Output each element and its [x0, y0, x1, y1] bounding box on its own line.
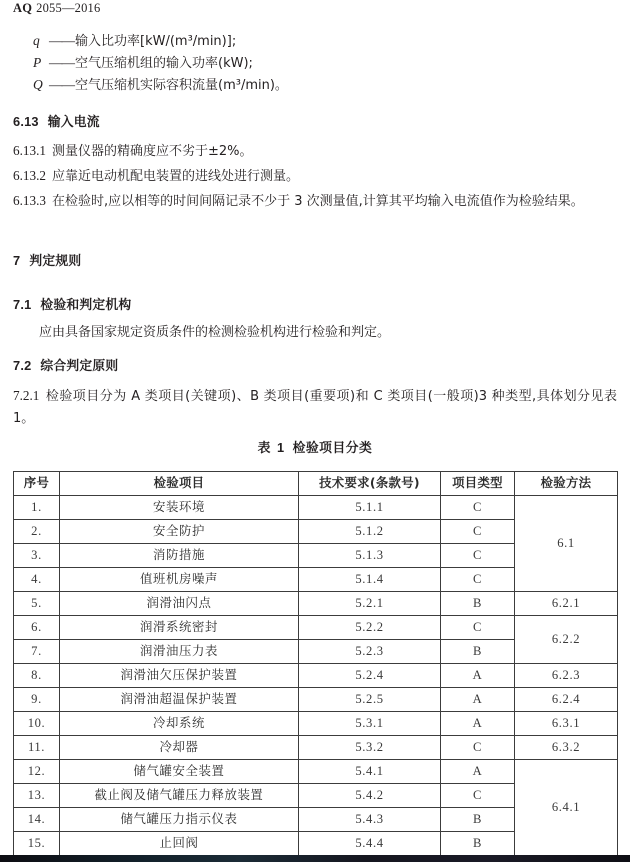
paragraph-number: 6.13.2 — [13, 168, 46, 183]
cell-item: 冷却系统 — [60, 712, 299, 736]
cell-category: C — [441, 496, 515, 520]
table-row — [14, 712, 618, 736]
cell-item: 消防措施 — [60, 544, 299, 568]
cell-item: 润滑油超温保护装置 — [60, 688, 299, 712]
cell-index: 11. — [14, 736, 60, 760]
cell-item: 安装环境 — [60, 496, 299, 520]
symbol-definition-list — [33, 30, 593, 96]
symbol-definition: 输入比功率[kW/(m³/min)]; — [75, 34, 237, 49]
cell-index: 4. — [14, 568, 60, 592]
cell-item: 截止阀及储气罐压力释放装置 — [60, 784, 299, 808]
column-header-requirement: 技术要求(条款号) — [299, 472, 441, 496]
cell-category: C — [441, 520, 515, 544]
cell-requirement: 5.2.3 — [299, 640, 441, 664]
cell-category: C — [441, 544, 515, 568]
paragraph-number: 7.2.1 — [13, 388, 40, 403]
symbol-dash: —— — [49, 55, 74, 70]
paragraph-text: 应靠近电动机配电装置的进线处进行测量。 — [51, 169, 299, 184]
cell-item: 值班机房噪声 — [60, 568, 299, 592]
symbol-line — [33, 52, 593, 74]
paragraph-text: 检验项目分为 A 类项目(关键项)、B 类项目(重要项)和 C 类项目(一般项)3 种类型,具体划分见表 1。 — [13, 389, 617, 426]
cell-method: 6.4.1 — [515, 760, 618, 856]
heading-7-1 — [13, 294, 131, 313]
cell-category: C — [441, 736, 515, 760]
page-bottom-band — [0, 855, 630, 862]
cell-method: 6.2.4 — [515, 688, 618, 712]
table-row — [14, 760, 618, 784]
paragraph-7-2-1 — [13, 385, 617, 430]
cell-requirement: 5.2.4 — [299, 664, 441, 688]
paragraph-6-13-2 — [13, 165, 613, 188]
cell-index: 1. — [14, 496, 60, 520]
cell-requirement: 5.4.4 — [299, 832, 441, 856]
heading-6-13 — [13, 111, 100, 130]
heading-title: 判定规则 — [29, 254, 82, 269]
cell-requirement: 5.4.1 — [299, 760, 441, 784]
cell-method: 6.2.1 — [515, 592, 618, 616]
cell-method: 6.3.2 — [515, 736, 618, 760]
cell-category: A — [441, 664, 515, 688]
inspection-classification-table — [13, 471, 617, 856]
cell-index: 9. — [14, 688, 60, 712]
column-header-method: 检验方法 — [515, 472, 618, 496]
table-row — [14, 592, 618, 616]
cell-method: 6.2.3 — [515, 664, 618, 688]
heading-7 — [13, 250, 81, 269]
table-caption — [0, 437, 630, 456]
paragraph-text: 在检验时,应以相等的时间间隔记录不少于 3 次测量值,计算其平均输入电流值作为检验结果。 — [51, 194, 584, 209]
heading-title: 输入电流 — [47, 115, 100, 130]
symbol-q: q — [33, 33, 40, 48]
paragraph-number: 6.13.1 — [13, 143, 46, 158]
standard-number: 2055—2016 — [36, 1, 101, 15]
table-row — [14, 616, 618, 640]
cell-item: 冷却器 — [60, 736, 299, 760]
cell-category: C — [441, 568, 515, 592]
heading-title: 检验和判定机构 — [40, 298, 132, 313]
cell-index: 15. — [14, 832, 60, 856]
symbol-q-upper: Q — [33, 77, 43, 92]
table-row — [14, 496, 618, 520]
heading-number: 7 — [13, 253, 21, 268]
cell-requirement: 5.4.3 — [299, 808, 441, 832]
cell-requirement: 5.3.2 — [299, 736, 441, 760]
cell-index: 6. — [14, 616, 60, 640]
table-caption-number: 1 — [276, 440, 285, 455]
heading-number: 7.2 — [13, 358, 32, 373]
cell-index: 2. — [14, 520, 60, 544]
table-header-row — [14, 472, 618, 496]
cell-category: B — [441, 640, 515, 664]
cell-item: 安全防护 — [60, 520, 299, 544]
cell-requirement: 5.1.2 — [299, 520, 441, 544]
symbol-line — [33, 30, 593, 52]
standard-code: AQ — [13, 1, 33, 15]
cell-requirement: 5.1.4 — [299, 568, 441, 592]
cell-category: B — [441, 808, 515, 832]
cell-requirement: 5.2.5 — [299, 688, 441, 712]
cell-index: 10. — [14, 712, 60, 736]
cell-category: A — [441, 760, 515, 784]
symbol-dash: —— — [49, 77, 74, 92]
cell-index: 13. — [14, 784, 60, 808]
cell-item: 止回阀 — [60, 832, 299, 856]
table-body — [14, 496, 618, 856]
table-caption-label: 表 — [257, 441, 271, 456]
heading-number: 6.13 — [13, 114, 39, 129]
cell-requirement: 5.1.1 — [299, 496, 441, 520]
cell-index: 7. — [14, 640, 60, 664]
paragraph-6-13-1 — [13, 140, 613, 163]
paragraph-text: 应由具备国家规定资质条件的检测检验机构进行检验和判定。 — [39, 325, 391, 340]
symbol-p: P — [33, 55, 42, 70]
symbol-dash: —— — [49, 33, 74, 48]
heading-7-2 — [13, 355, 118, 374]
paragraph-6-13-3 — [13, 190, 617, 213]
cell-category: A — [441, 688, 515, 712]
cell-method: 6.1 — [515, 496, 618, 592]
cell-index: 3. — [14, 544, 60, 568]
cell-item: 储气罐安全装置 — [60, 760, 299, 784]
table-row — [14, 688, 618, 712]
table-row — [14, 664, 618, 688]
cell-requirement: 5.2.2 — [299, 616, 441, 640]
cell-requirement: 5.1.3 — [299, 544, 441, 568]
symbol-definition: 空气压缩机实际容积流量(m³/min)。 — [75, 78, 288, 93]
cell-index: 5. — [14, 592, 60, 616]
cell-item: 润滑油压力表 — [60, 640, 299, 664]
cell-method: 6.2.2 — [515, 616, 618, 664]
cell-item: 润滑油闪点 — [60, 592, 299, 616]
cell-index: 8. — [14, 664, 60, 688]
table-caption-title: 检验项目分类 — [292, 441, 373, 456]
cell-item: 储气罐压力指示仪表 — [60, 808, 299, 832]
cell-method: 6.3.1 — [515, 712, 618, 736]
cell-category: B — [441, 592, 515, 616]
heading-title: 综合判定原则 — [40, 359, 119, 374]
cell-category: B — [441, 832, 515, 856]
cell-requirement: 5.4.2 — [299, 784, 441, 808]
paragraph-text: 测量仪器的精确度应不劣于±2%。 — [51, 144, 253, 159]
symbol-line — [33, 74, 593, 96]
heading-number: 7.1 — [13, 297, 32, 312]
running-header — [13, 1, 100, 16]
symbol-definition: 空气压缩机组的输入功率(kW); — [75, 56, 253, 71]
cell-item: 润滑系统密封 — [60, 616, 299, 640]
cell-category: C — [441, 616, 515, 640]
cell-requirement: 5.2.1 — [299, 592, 441, 616]
cell-index: 14. — [14, 808, 60, 832]
column-header-item: 检验项目 — [60, 472, 299, 496]
cell-category: C — [441, 784, 515, 808]
paragraph-number: 6.13.3 — [13, 193, 46, 208]
column-header-index: 序号 — [14, 472, 60, 496]
table-row — [14, 736, 618, 760]
column-header-category: 项目类型 — [441, 472, 515, 496]
paragraph-7-1-body — [39, 322, 614, 344]
cell-item: 润滑油欠压保护装置 — [60, 664, 299, 688]
cell-requirement: 5.3.1 — [299, 712, 441, 736]
cell-index: 12. — [14, 760, 60, 784]
cell-category: A — [441, 712, 515, 736]
